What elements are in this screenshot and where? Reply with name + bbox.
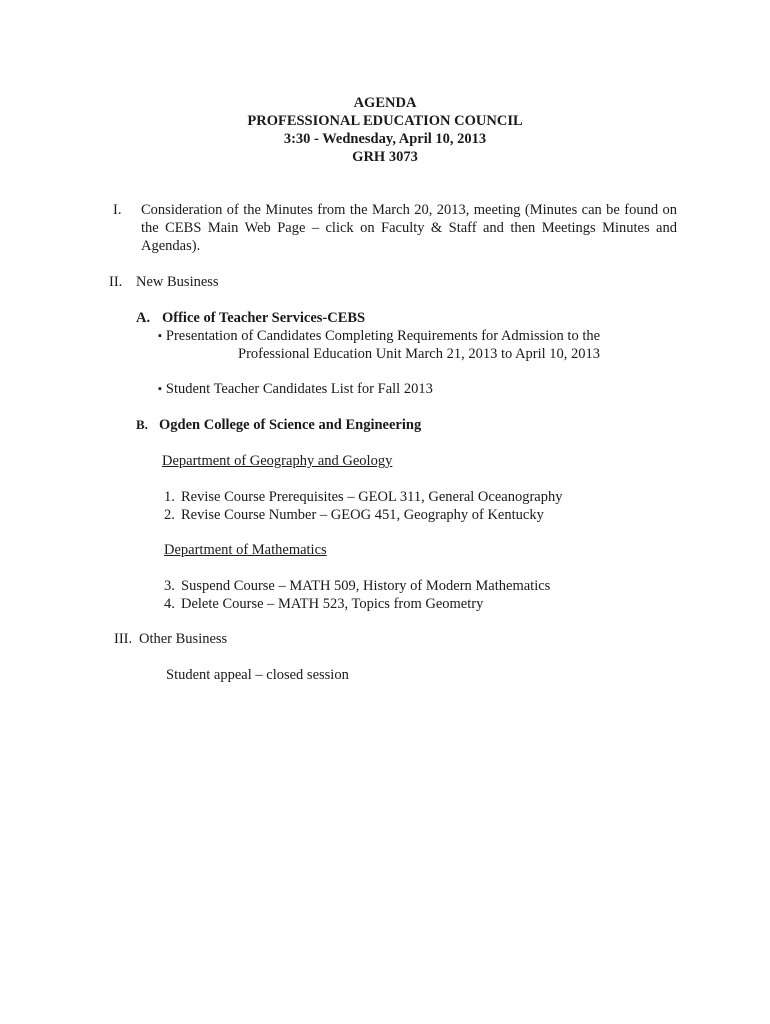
list-item-number: 3. [164, 578, 175, 594]
bullet-icon: ▪ [158, 383, 162, 395]
section-1-text: Consideration of the Minutes from the March 20, 2013, meeting (Minutes can be found on the CEBS Main Web Page – click on Faculty & Staff and then Meetings Minutes and Agendas). [141, 202, 677, 254]
section-3-title: Other Business [139, 631, 228, 647]
list-item-text: Revise Course Prerequisites – GEOL 311, General Oceanography [181, 489, 563, 505]
department-heading-mathematics: Department of Mathematics [164, 542, 327, 558]
subsection-a-letter: A. [136, 310, 151, 326]
council-name: PROFESSIONAL EDUCATION COUNCIL [247, 113, 523, 129]
meeting-time: 3:30 - Wednesday, April 10, 2013 [283, 131, 487, 147]
list-item-text: Suspend Course – MATH 509, History of Modern Mathematics [181, 578, 551, 594]
department-heading-geography: Department of Geography and Geology [162, 453, 393, 469]
bullet-icon: ▪ [158, 330, 162, 342]
subsection-b-title: Ogden College of Science and Engineering [159, 417, 422, 433]
meeting-room: GRH 3073 [352, 149, 418, 165]
subsection-b-letter: B. [136, 417, 148, 432]
other-business-item: Student appeal – closed session [166, 667, 349, 683]
bullet-item-candidates-admission [158, 327, 600, 346]
list-item-number: 2. [164, 507, 175, 523]
list-item-number: 4. [164, 596, 175, 612]
list-item-number: 1. [164, 489, 175, 505]
bullet-continuation: Professional Education Unit March 21, 2013 to April 10, 2013 [238, 346, 601, 362]
list-item-text: Revise Course Number – GEOG 451, Geography of Kentucky [181, 507, 544, 523]
section-3-numeral: III. [114, 631, 133, 647]
list-item-text: Delete Course – MATH 523, Topics from Geometry [181, 596, 484, 612]
section-2-title: New Business [136, 274, 219, 290]
section-1-numeral: I. [113, 202, 122, 218]
bullet-text: Presentation of Candidates Completing Requirements for Admission to the [165, 328, 601, 344]
section-2-numeral: II. [109, 274, 123, 290]
agenda-title: AGENDA [353, 95, 417, 111]
bullet-text: Student Teacher Candidates List for Fall 2013 [165, 381, 433, 397]
bullet-item-student-teachers [158, 380, 433, 399]
subsection-a-title: Office of Teacher Services-CEBS [162, 310, 366, 326]
